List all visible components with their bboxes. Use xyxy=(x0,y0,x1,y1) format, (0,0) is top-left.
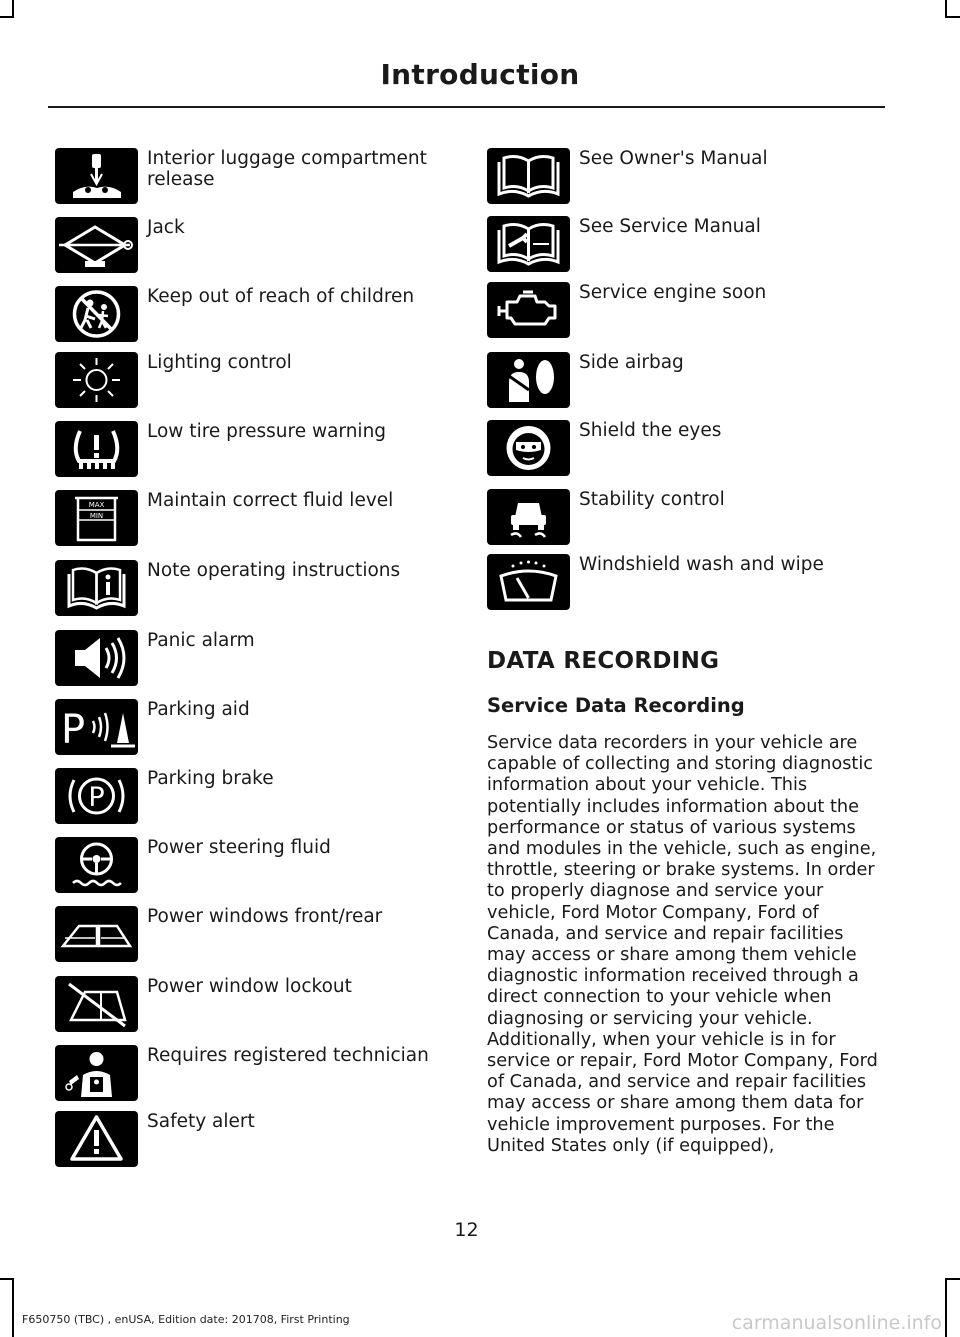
symbol-label: Service engine soon xyxy=(579,282,767,303)
symbol-label: Parking aid xyxy=(147,699,250,720)
power-windows-icon xyxy=(55,906,138,962)
lighting-control-icon xyxy=(55,352,138,408)
parking-brake-p: P xyxy=(88,782,105,813)
symbol-label: Stability control xyxy=(579,489,725,510)
luggage-release-icon xyxy=(55,148,138,204)
crop-mark xyxy=(945,16,960,18)
engine-icon xyxy=(487,282,570,338)
owners-manual-icon xyxy=(487,148,570,204)
keep-away-children-icon xyxy=(55,286,138,342)
crop-mark xyxy=(0,16,14,18)
safety-alert-icon xyxy=(55,1111,138,1167)
footer-text: F650750 (TBC) , enUSA, Edition date: 201708, First Printing xyxy=(22,1313,350,1326)
symbol-label: Panic alarm xyxy=(147,630,255,651)
symbol-label: Requires registered technician xyxy=(147,1045,429,1066)
symbol-label: Lighting control xyxy=(147,352,292,373)
operating-instructions-icon xyxy=(55,560,138,616)
symbol-label: Power steering fluid xyxy=(147,837,331,858)
fluid-level-icon xyxy=(55,490,138,546)
symbol-label: Windshield wash and wipe xyxy=(579,554,824,575)
symbol-label: Low tire pressure warning xyxy=(147,421,387,442)
windshield-wiper-icon xyxy=(487,554,570,610)
parking-brake-icon xyxy=(55,768,138,824)
service-manual-icon xyxy=(487,216,570,272)
symbol-label: Shield the eyes xyxy=(579,420,722,441)
symbol-label: Parking brake xyxy=(147,768,274,789)
jack-icon xyxy=(55,217,138,273)
power-steering-fluid-icon xyxy=(55,837,138,893)
watermark: carmanualsonline.info xyxy=(731,1312,942,1334)
tire-pressure-icon xyxy=(55,421,138,477)
symbol-label: Side airbag xyxy=(579,352,684,373)
side-airbag-icon xyxy=(487,352,570,408)
parking-aid-p: P xyxy=(61,707,86,753)
technician-icon xyxy=(55,1045,138,1101)
crop-mark xyxy=(945,1278,947,1337)
symbol-label: Interior luggage compartment release xyxy=(147,148,427,190)
symbol-label: See Service Manual xyxy=(579,216,761,237)
fluid-max-label: MAX xyxy=(88,501,105,509)
page-title: Introduction xyxy=(380,58,580,91)
symbol-label: Power window lockout xyxy=(147,976,352,997)
symbol-label: Power windows front/rear xyxy=(147,906,383,927)
panic-alarm-icon xyxy=(55,630,138,686)
symbol-label: Note operating instructions xyxy=(147,560,401,581)
shield-eyes-icon xyxy=(487,420,570,476)
window-lockout-icon xyxy=(55,976,138,1032)
subsection-title: Service Data Recording xyxy=(487,694,745,717)
page-number: 12 xyxy=(454,1219,479,1241)
crop-mark xyxy=(945,1278,960,1280)
symbol-label: Safety alert xyxy=(147,1111,255,1132)
header-divider xyxy=(48,106,885,108)
body-paragraph: Service data recorders in your vehicle are capable of collecting and storing diagnostic information about your vehicle. This potentially includes information about the performance or status of various systems and modules in the vehicle, such as engine, throttle, steering or brake systems. In order to properly diagnose and service your vehicle, Ford Motor Company, Ford of Canada, and service and repair facilities may access or share among them vehicle diagnostic information received through a direct connection to your vehicle when diagnosing or servicing your vehicle. Additionally, when your vehicle is in for service or repair, Ford Motor Company, Ford of Canada, and service and repair facilities may access or share among them data for vehicle improvement purposes. For the United States only (if equipped), xyxy=(487,733,878,1156)
crop-mark xyxy=(0,1278,14,1280)
stability-control-icon xyxy=(487,489,570,545)
fluid-min-label: MIN xyxy=(89,512,104,520)
symbol-label: See Owner's Manual xyxy=(579,148,768,169)
symbol-label: Keep out of reach of children xyxy=(147,286,415,307)
crop-mark xyxy=(12,1278,14,1337)
parking-aid-icon xyxy=(55,699,138,755)
symbol-label: Maintain correct fluid level xyxy=(147,490,394,511)
section-title: DATA RECORDING xyxy=(487,648,720,674)
symbol-label: Jack xyxy=(147,217,185,238)
